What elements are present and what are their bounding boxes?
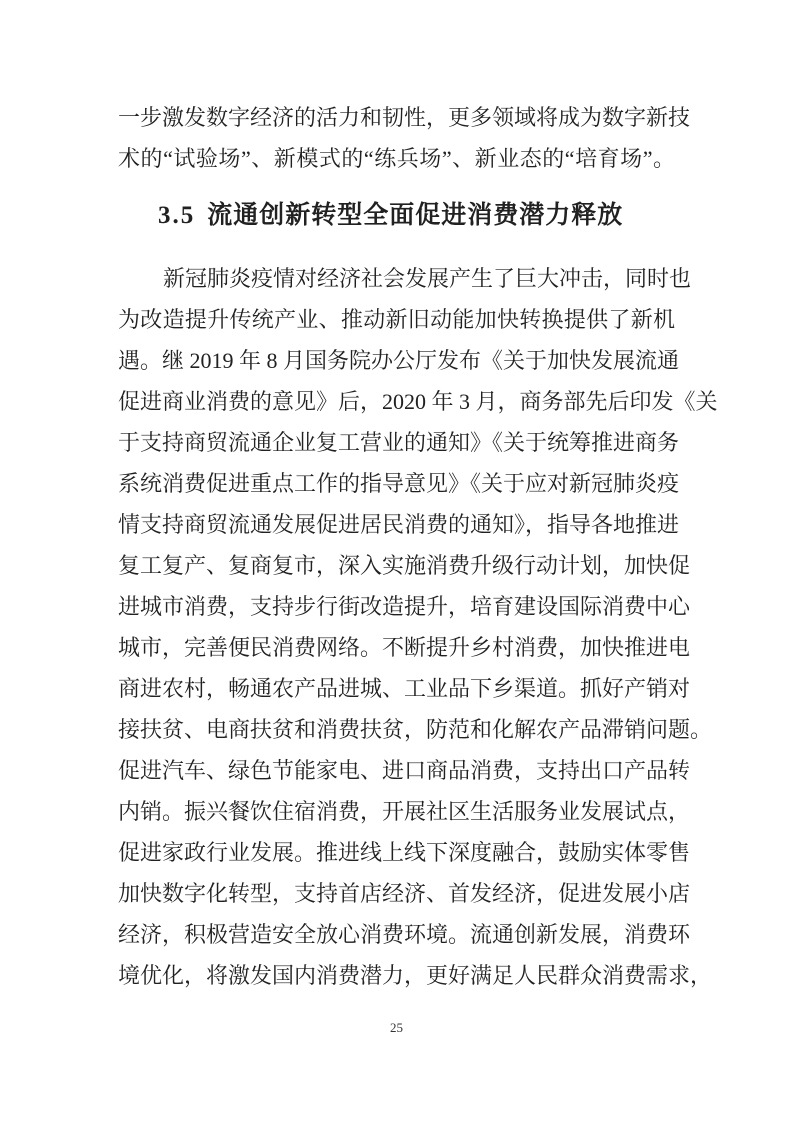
- text-line: 术的“试验场”、新模式的“练兵场”、新业态的“培育场”。: [118, 146, 675, 171]
- text-line: 一步激发数字经济的活力和韧性，更多领域将成为数字新技: [118, 105, 691, 130]
- text-line: 经济，积极营造安全放心消费环境。流通创新发展，消费环: [118, 922, 691, 947]
- text-line: 接扶贫、电商扶贫和消费扶贫，防范和化解农产品滞销问题。: [118, 717, 713, 742]
- text-line: 为改造提升传统产业、推动新旧动能加快转换提供了新机: [118, 307, 675, 332]
- text-line: 系统消费促进重点工作的指导意见》《关于应对新冠肺炎疫: [118, 471, 680, 496]
- text-line: 复工复产、复商复市，深入实施消费升级行动计划，加快促: [118, 553, 691, 578]
- text-line: 促进汽车、绿色节能家电、进口商品消费，支持出口产品转: [118, 758, 691, 783]
- text-line: 促进商业消费的意见》后，2020 年 3 月，商务部先后印发《关: [118, 389, 718, 414]
- body-paragraph: [118, 258, 718, 996]
- text-line: 商进农村，畅通农产品进城、工业品下乡渠道。抓好产销对: [118, 676, 691, 701]
- text-line: 遇。继 2019 年 8 月国务院办公厅发布《关于加快发展流通: [118, 348, 680, 373]
- text-line: 于支持商贸流通企业复工营业的通知》《关于统筹推进商务: [118, 430, 680, 455]
- text-line: 境优化，将激发国内消费潜力，更好满足人民群众消费需求，: [118, 963, 713, 988]
- text-line: 促进家政行业发展。推进线上线下深度融合，鼓励实体零售: [118, 840, 691, 865]
- section-title: 流通创新转型全面促进消费潜力释放: [207, 202, 624, 229]
- text-line: 加快数字化转型，支持首店经济、首发经济，促进发展小店: [118, 881, 691, 906]
- text-line: 进城市消费，支持步行街改造提升，培育建设国际消费中心: [118, 594, 691, 619]
- text-line: 情支持商贸流通发展促进居民消费的通知》，指导各地推进: [118, 512, 680, 537]
- intro-paragraph: [118, 97, 691, 179]
- text-line: 城市，完善便民消费网络。不断提升乡村消费，加快推进电: [118, 635, 691, 660]
- text-line: 新冠肺炎疫情对经济社会发展产生了巨大冲击，同时也: [163, 266, 692, 291]
- section-heading: [118, 197, 675, 235]
- page-number: 25: [390, 1020, 403, 1035]
- text-line: 内销。振兴餐饮住宿消费，开展社区生活服务业发展试点，: [118, 799, 691, 824]
- section-number: 3.5: [158, 202, 196, 229]
